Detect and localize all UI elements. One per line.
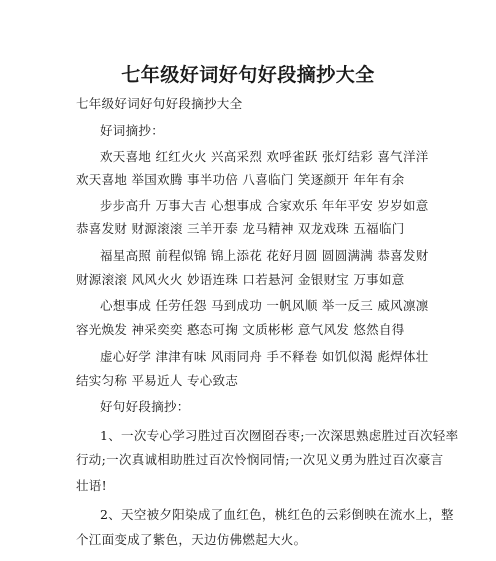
good-sentences-heading: 好句好段摘抄： bbox=[100, 399, 190, 414]
word-line: 财源滚滚 风风火火 妙语连珠 口若悬河 金银财宝 万事如意 bbox=[76, 272, 405, 287]
word-line: 步步高升 万事大吉 心想事成 合家欢乐 年年平安 岁岁如意 bbox=[100, 198, 429, 213]
word-line: 心想事成 任劳任怨 马到成功 一帆风顺 举一反三 威风凛凛 bbox=[100, 298, 429, 313]
good-words-heading: 好词摘抄： bbox=[100, 123, 165, 138]
paragraph-1-line: 行动;一次真诚相助胜过百次怜悯同情;一次见义勇为胜过百次豪言 bbox=[76, 452, 444, 467]
word-line: 欢天喜地 举国欢腾 事半功倍 八喜临门 笑逐颜开 年年有余 bbox=[76, 172, 405, 187]
word-line: 欢天喜地 红红火火 兴高采烈 欢呼雀跃 张灯结彩 喜气洋洋 bbox=[100, 149, 429, 164]
word-line: 福星高照 前程似锦 锦上添花 花好月圆 圆圆满满 恭喜发财 bbox=[100, 248, 429, 263]
paragraph-1-line: 1、一次专心学习胜过百次囫囵吞枣;一次深思熟虑胜过百次轻率 bbox=[100, 428, 459, 443]
paragraph-2-line: 个江面变成了紫色，天边仿佛燃起大火。 bbox=[76, 532, 307, 547]
word-line: 容光焕发 神采奕奕 憨态可掬 文质彬彬 意气风发 悠然自得 bbox=[76, 322, 405, 337]
word-line: 恭喜发财 财源滚滚 三羊开泰 龙马精神 双龙戏珠 五福临门 bbox=[76, 221, 405, 236]
word-line: 结实匀称 平易近人 专心致志 bbox=[76, 373, 239, 388]
word-line: 虚心好学 津津有味 风雨同舟 手不释卷 如饥似渴 彪焊体壮 bbox=[100, 349, 429, 364]
paragraph-1-line: 壮语! bbox=[76, 478, 107, 493]
page-title: 七年级好词好句好段摘抄大全 bbox=[121, 64, 375, 86]
paragraph-2-line: 2、天空被夕阳染成了血红色，桃红色的云彩倒映在流水上，整 bbox=[100, 507, 454, 522]
document-subtitle: 七年级好词好句好段摘抄大全 bbox=[76, 96, 243, 111]
